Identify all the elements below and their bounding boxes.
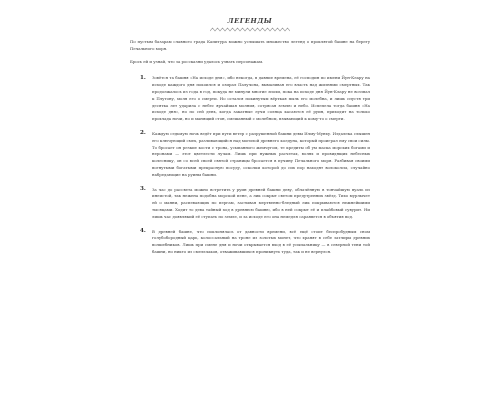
legend-item (130, 229, 370, 256)
legend-number: 2. (140, 130, 146, 137)
legend-text: За час до рассвета можно встретить у руин древней башни деву, облачённую в тончайшую вуаль из инеистой, так нежена подобна морской пене, а лик сокрыт светом предутренних звёзд. Тихо мурлычет ей о манни, распевающих по пергам, застывая мертвенно-бледный лик покрываются нежнейшими тысяцами. Ходит то дева тайный ход в древнюю башню, ибо в ней сокрыт её и плайбовый сувурит. Ни лишь час доявлякий её ступать по земле, и за исходе его она немедля сараявется в объятия вод. (152, 186, 370, 219)
legend-text: В древней башне, что поклонялась от давности времени, всё ещё стоит беспробудным сном голубобородный царь, колоссальный на троне из золотых монет, что хранят в себе затлиры древних волшебников. Лишь при смене дня и ночи открывается вход в её усыпальницу — в северной тени той башни, но никто из смельчаков, отваживавшихся проникнуть туда, так и не вернулся. (152, 228, 370, 254)
legend-text: Зовётся та башня «На исходе дня», ибо некогда, в давние времена, её господин по имени Йун-Клару на исходе каждого дня покоился и озирал Палучона, вымаливая его власть над жизнями смертных. Так продолжалось из года в год, покуда не минули многие эпохи, пока на исходе дня Йун-Клару не воззвал к Плутону, моля его о смерти. Но остался покинутым вёрткая пыль его молебна, и лишь спустя три десятка лет ударила с небес ярчайшая молния, сотрясая землю и небо. Испепела тогда башня «На исходе дня», но по сей день, когда закатные лучи солнца касаются её руин, приходит на только прохлада ночи, но и манящий стон, смешанный с молебном, взывающий к кому-то о смерти. (152, 75, 370, 122)
legend-item (130, 187, 370, 221)
legend-text: Каждую седьмую ночь ведёт при пути ветер с разрушенной башни девы Илму-Мунху. Издалека слышен его ключующий смех, разливающийся над могилой древнего колдуна, который проиграл ему свои силы. То бросает он резкие кости с трона, усыпанного жемчугом, те кредиты об ум маска морских богами и неронами — этот цветлести лучам. Лишь при нужных расчетах, волях и провидящих небесных колесницу, он со всей своей святой страницы бросается в пучину Печального моря. Разбивая своими вогнутыми богатыми прекрасную посуду, осколки которой до сих пор находят волоколсы, случайно набредающие на руины башни. (152, 130, 370, 177)
legend-number: 4. (140, 228, 146, 235)
legend-number: 3. (140, 186, 146, 193)
zigzag-divider (210, 27, 290, 32)
legend-item (130, 131, 370, 179)
legend-item (130, 75, 370, 123)
intro-paragraph: Брось ей и узнай, что за россказни удалось узнать персонажам. (130, 58, 264, 64)
intro-paragraph: По пустым базарам славного града Капитура можно услышать множество легенд о проклятой башне на берегу Печального моря. (130, 39, 370, 51)
page-title: ЛЕГЕНДЫ (227, 17, 273, 25)
legend-number: 1. (140, 74, 146, 81)
legend-list (130, 75, 370, 255)
